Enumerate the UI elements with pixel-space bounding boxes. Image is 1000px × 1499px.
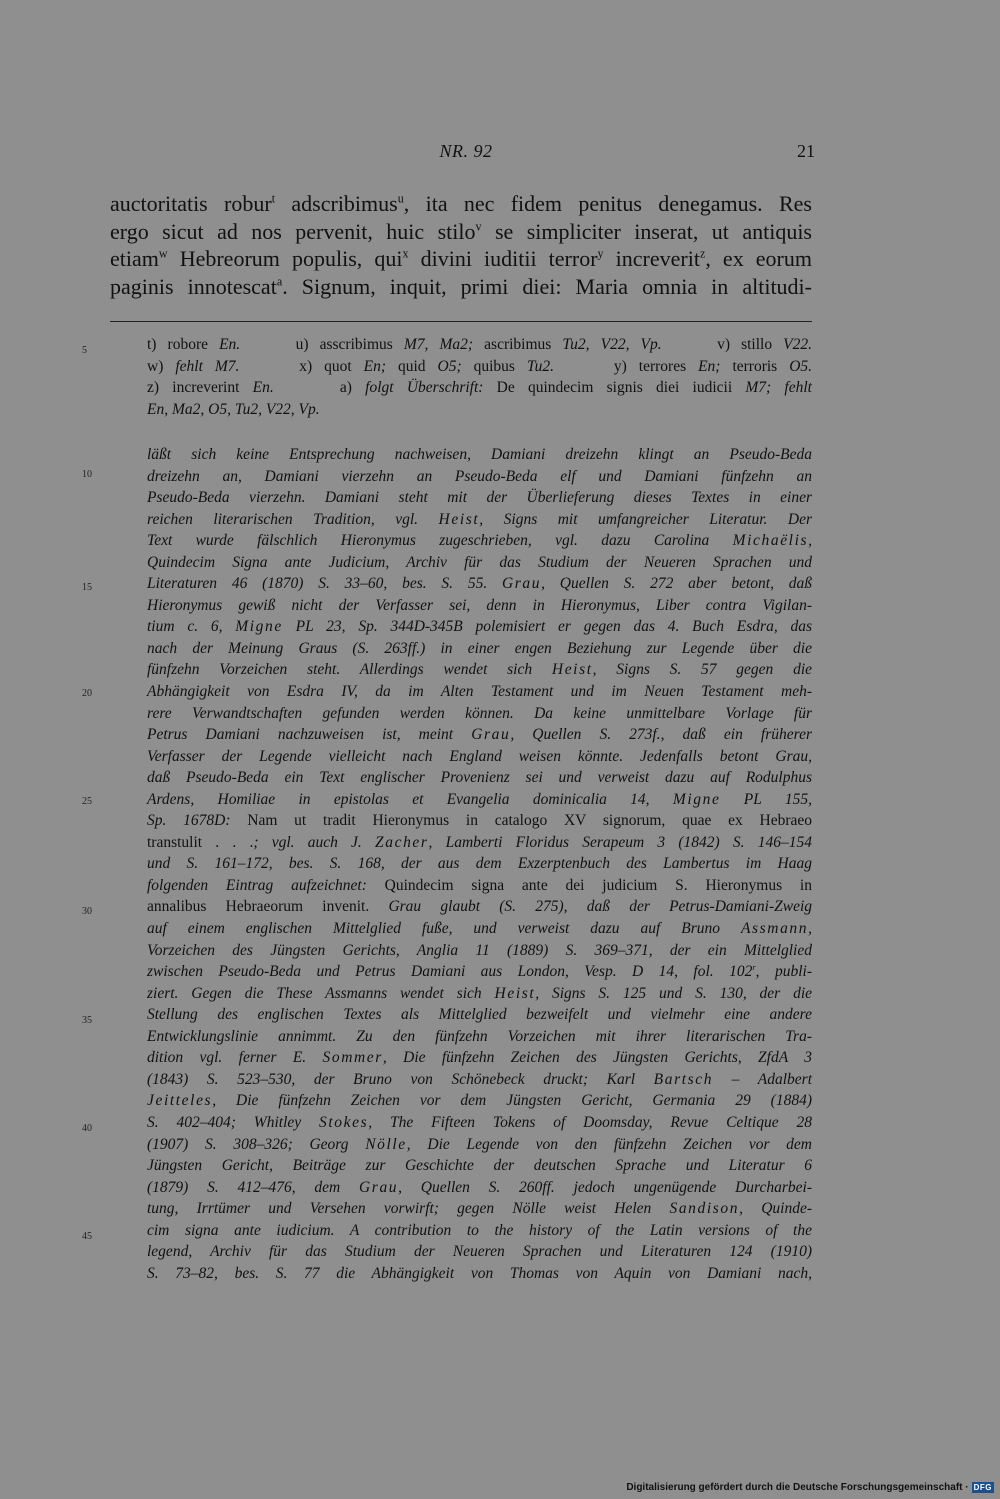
variant-apparatus (147, 334, 812, 420)
commentary-line: S. 402–404; Whitley Stokes, The Fifteen Tokens of Doomsday, Revue Celtique 28 (147, 1113, 812, 1131)
commentary-line: S. 73–82, bes. S. 77 die Abhängigkeit von Thomas von Aquin von Damiani nach, (147, 1264, 812, 1282)
commentary-line: tung, Irrtümer und Versehen vorwirft; gegen Nölle weist Helen Sandison, Quinde- (147, 1200, 812, 1218)
footnote-marker: x (402, 246, 409, 261)
commentary-line: Petrus Damiani nachzuweisen ist, meint Grau, Quellen S. 273f., daß ein früherer (147, 726, 812, 744)
commentary-line: Vorzeichen des Jüngsten Gerichts, Anglia 11 (1889) S. 369–371, der ein Mittelglied (147, 941, 812, 959)
commentary-line: Sp. 1678D: Nam ut tradit Hieronymus in catalogo XV signorum, quae ex Hebraeo (147, 812, 812, 830)
commentary-line: Jeitteles, Die fünfzehn Zeichen vor dem Jüngsten Gericht, Germania 29 (1884) (147, 1092, 812, 1110)
variant-line: z) increverint En. a) folgt Überschrift: De quindecim signis diei iudicii M7; fehlt (147, 379, 812, 396)
line-number: 5 (82, 345, 87, 356)
line-number: 20 (82, 688, 92, 699)
commentary-line: tium c. 6, Migne PL 23, Sp. 344D-345B polemisiert er gegen das 4. Buch Esdra, das (147, 618, 812, 636)
line-number: 35 (82, 1015, 92, 1026)
main-text (110, 190, 812, 300)
commentary-line: Entwicklungslinie annimmt. Zu den fünfzehn Vorzeichen mit ihrer literarischen Tra- (147, 1027, 812, 1045)
commentary-line: annalibus Hebraeorum invenit. Grau glaubt (S. 275), daß der Petrus-Damiani-Zweig (147, 898, 813, 916)
commentary-line: zwischen Pseudo-Beda und Petrus Damiani aus London, Vesp. D 14, fol. 102$^r$, publi- (147, 962, 812, 981)
commentary-line: daß Pseudo-Beda ein Text englischer Provenienz sei und verweist dazu auf Rodulphus (147, 769, 812, 787)
commentary-line: (1907) S. 308–326; Georg Nölle, Die Legende von den fünfzehn Zeichen vor dem (147, 1135, 812, 1153)
footnote-marker: t (271, 191, 276, 206)
variant-line: En, Ma2, O5, Tu2, V22, Vp. (147, 400, 320, 418)
commentary-line: cim signa ante iudicium. A contribution to the history of the Latin versions of the (147, 1221, 812, 1239)
commentary-line: Verfasser der Legende vielleicht nach England weisen könnte. Jedenfalls betont Grau, (147, 747, 812, 765)
main-text-line: ergo sicut ad nos pervenit, huic stilo$^v$ se simpliciter inserat, ut antiquis (110, 218, 812, 244)
commentary-line: nach der Meinung Graus (S. 263ff.) in einer engen Beziehung zur Legende über die (147, 639, 812, 657)
commentary-notes (147, 444, 812, 1284)
commentary-line: Pseudo-Beda vierzehn. Damiani steht mit der Überlieferung dieses Textes in einer (147, 489, 812, 507)
commentary-line: (1843) S. 523–530, der Bruno von Schönebeck druckt; Karl Bartsch – Adalbert (147, 1070, 813, 1088)
footer-credit (626, 1482, 994, 1493)
line-number: 25 (82, 796, 92, 807)
running-header-title: NR. 92 (439, 141, 493, 161)
commentary-line: Jüngsten Gericht, Beiträge zur Geschichte der deutschen Sprache und Literatur 6 (147, 1157, 812, 1175)
footnote-marker: v (475, 219, 482, 234)
commentary-line: dreizehn an, Damiani vierzehn an Pseudo-Beda elf und Damiani fünfzehn an (147, 467, 812, 485)
dfg-logo: DFG (973, 1483, 992, 1492)
commentary-line: rere Verwandtschaften gefunden werden können. Da keine unmittelbare Vorlage für (147, 704, 812, 722)
commentary-line: und S. 161–172, bes. S. 168, der aus dem Exzerptenbuch des Lambertus im Haag (147, 855, 812, 873)
line-number: 30 (82, 906, 92, 917)
line-number: 15 (82, 582, 92, 593)
commentary-line: Ardens, Homiliae in epistolas et Evangelia dominicalia 14, Migne PL 155, (147, 790, 812, 808)
footnote-marker: u (397, 191, 404, 206)
commentary-line: auf einem englischen Mittelglied fuße, und verweist dazu auf Bruno Assmann, (147, 920, 812, 938)
commentary-line: Quindecim Signa ante Judicium, Archiv für das Studium der Neueren Sprachen und (147, 553, 812, 571)
commentary-line: (1879) S. 412–476, dem Grau, Quellen S. 260ff. jedoch ungenügende Durcharbei- (147, 1178, 812, 1196)
footnote-marker: w (158, 246, 168, 261)
variant-line: t) robore En. u) asscribimus M7, Ma2; ascribimus Tu2, V22, Vp. v) stillo V22. (147, 336, 813, 353)
commentary-line: Hieronymus gewiß nicht der Verfasser sei, denn in Hieronymus, Liber contra Vigilan- (147, 596, 812, 614)
commentary-line: läßt sich keine Entsprechung nachweisen, Damiani dreizehn klingt an Pseudo-Beda (147, 446, 812, 463)
commentary-line: Stellung des englischen Textes als Mittelglied bezweifelt und vielmehr eine andere (147, 1006, 812, 1024)
footnote-marker: z (699, 246, 706, 261)
commentary-line: folgenden Eintrag aufzeichnet: Quindecim signa ante dei judicium S. Hieronymus in (147, 876, 812, 894)
line-number: 40 (82, 1123, 92, 1134)
main-text-line: etiam$^w$ Hebreorum populis, qui$^x$ divini iuditii terror$^y$ increverit$^z$, ex eorum (110, 246, 812, 271)
line-number: 10 (82, 469, 92, 480)
commentary-line: Literaturen 46 (1870) S. 33–60, bes. S. 55. Grau, Quellen S. 272 aber betont, daß (147, 575, 812, 593)
main-text-line: paginis innotescat$^a$. Signum, inquit, primi diei: Maria omnia in altitudi- (110, 273, 812, 299)
commentary-line: fünfzehn Vorzeichen steht. Allerdings wendet sich Heist, Signs S. 57 gegen die (147, 661, 813, 679)
footnote-divider (110, 321, 812, 322)
commentary-line: transtulit . . .; vgl. auch J. Zacher, Lamberti Floridus Serapeum 3 (1842) S. 146–154 (147, 833, 812, 851)
footnote-marker: a (276, 274, 283, 289)
commentary-line: Text wurde fälschlich Hieronymus zugeschrieben, vgl. dazu Carolina Michaëlis, (147, 532, 812, 550)
main-text-line: auctoritatis robur$^t$ adscribimus$^u$, ita nec fidem penitus denegamus. Res (110, 191, 812, 216)
page-number: 21 (797, 141, 815, 161)
commentary-line: reichen literarischen Tradition, vgl. Heist, Signs mit umfangreicher Literatur. Der (147, 510, 812, 528)
footer-text: Digitalisierung gefördert durch die Deutsche Forschungsgemeinschaft · (626, 1482, 969, 1493)
commentary-line: ziert. Gegen die These Assmanns wendet sich Heist, Signs S. 125 und S. 130, der die (147, 984, 813, 1002)
variant-line: w) fehlt M7. x) quot En; quid O5; quibus Tu2. y) terrores En; terroris O5. (147, 357, 813, 375)
footnote-marker: y (597, 246, 604, 261)
commentary-line: legend, Archiv für das Studium der Neueren Sprachen und Literaturen 124 (1910) (147, 1243, 812, 1261)
commentary-line: dition vgl. ferner E. Sommer, Die fünfzehn Zeichen des Jüngsten Gerichts, ZfdA 3 (147, 1049, 812, 1067)
line-number: 45 (82, 1231, 92, 1242)
commentary-line: Abhängigkeit von Esdra IV, da im Alten Testament und im Neuen Testament meh- (147, 683, 812, 701)
